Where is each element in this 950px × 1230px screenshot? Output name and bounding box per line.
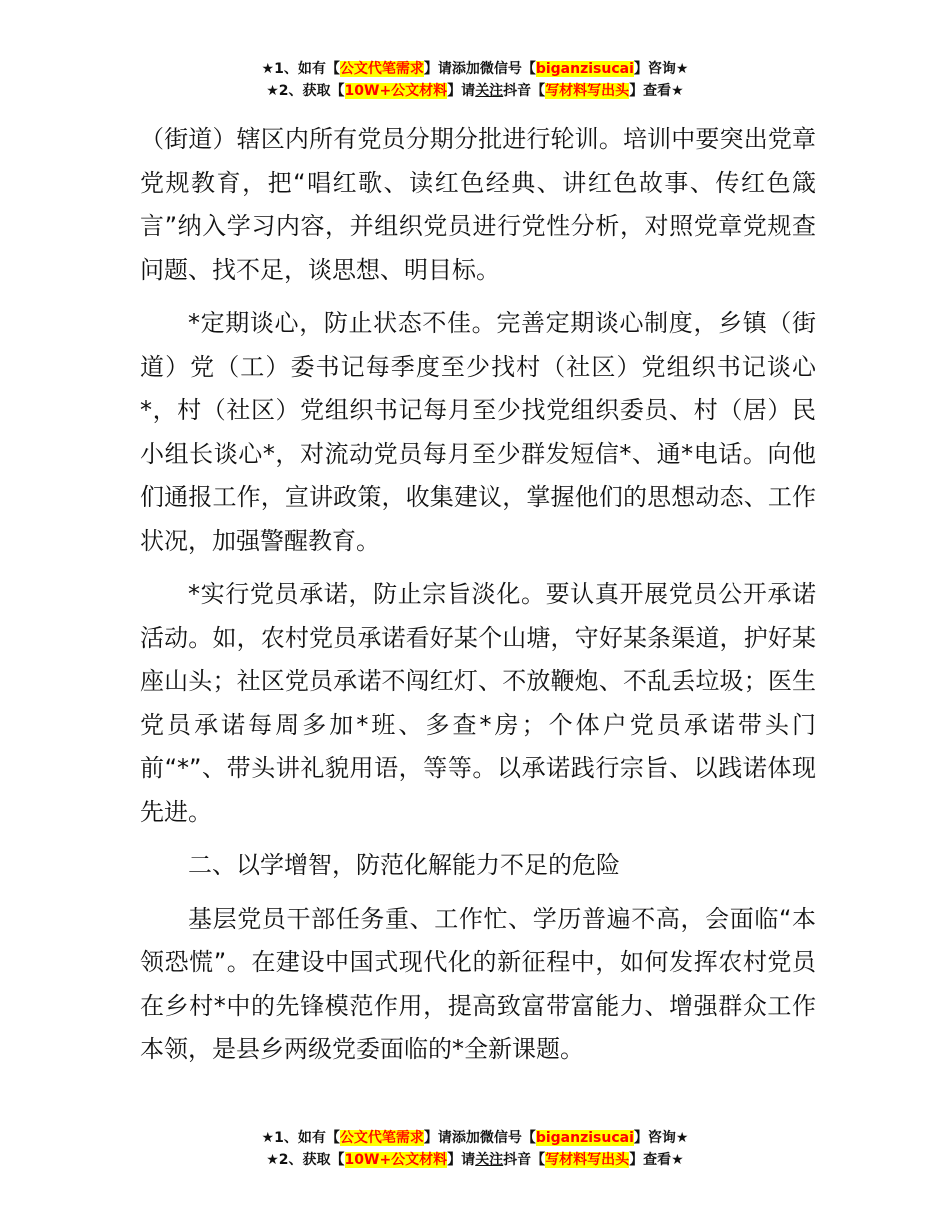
header-line-1-emphasis: 添加 (451, 61, 480, 77)
footer-line-2-suffix: 】查看★ (629, 1152, 684, 1168)
footer-banner (0, 1127, 950, 1171)
header-line-1-mid1: 】请 (423, 61, 452, 77)
header-line-2-mid2: 抖音【 (503, 83, 546, 99)
footer-line-2-highlight-materials: 10W+公文材料 (344, 1152, 448, 1168)
footer-line-2-mid1: 】请 (447, 1152, 476, 1168)
header-line-2-mid1: 】请 (447, 83, 476, 99)
footer-line-1-mid2: 微信号【 (479, 1130, 536, 1146)
footer-line-1-highlight-wechat: biganzisucai (535, 1130, 634, 1146)
header-banner (0, 58, 950, 102)
footer-line-2-mid2: 抖音【 (503, 1152, 546, 1168)
header-line-1-highlight-service: 公文代笔需求 (339, 61, 424, 77)
footer-line-2-emphasis: 关注 (475, 1152, 504, 1168)
section-heading-two: 二、以学增智，防范化解能力不足的危险 (188, 851, 620, 879)
footer-line-1-prefix: ★1、如有【 (261, 1130, 340, 1146)
header-line-2 (0, 80, 950, 102)
footer-line-2-highlight-douyin: 写材料写出头 (545, 1152, 630, 1168)
header-line-2-emphasis: 关注 (475, 83, 504, 99)
paragraph-capability: 基层党员干部任务重、工作忙、学历普遍不高，会面临“本领恐慌”。在建设中国式现代化的新征程中，如何发挥农村党员在乡村*中的先锋模范作用，提高致富带富能力、增强群众工作本领，是县乡两级党委面临的*全新课题。 (140, 904, 816, 1063)
footer-line-2-prefix: ★2、获取【 (266, 1152, 345, 1168)
footer-line-1 (0, 1127, 950, 1149)
paragraph-member-pledges: *实行党员承诺，防止宗旨淡化。要认真开展党员公开承诺活动。如，农村党员承诺看好某个山塘，守好某条渠道，护好某座山头；社区党员承诺不闯红灯、不放鞭炮、不乱丢垃圾；医生党员承诺每周多加*班、多查*房；个体户党员承诺带头门前“*”、带头讲礼貌用语，等等。以承诺践行宗旨、以践诺体现先进。 (140, 580, 816, 826)
header-line-2-highlight-douyin: 写材料写出头 (545, 83, 630, 99)
header-line-1-mid2: 微信号【 (479, 61, 536, 77)
header-line-1-prefix: ★1、如有【 (261, 61, 340, 77)
paragraph-training: （街道）辖区内所有党员分期分批进行轮训。培训中要突出党章党规教育，把“唱红歌、读红色经典、讲红色故事、传红色箴言”纳入学习内容，并组织党员进行党性分析，对照党章党规查问题、找不足，谈思想、明目标。 (140, 125, 816, 284)
paragraph-regular-talks: *定期谈心，防止状态不佳。完善定期谈心制度，乡镇（街道）党（工）委书记每季度至少找村（社区）党组织书记谈心*，村（社区）党组织书记每月至少找党组织委员、村（居）民小组长谈心*，对流动党员每月至少群发短信*、通*电话。向他们通报工作，宣讲政策，收集建议，掌握他们的思想动态、工作状况，加强警醒教育。 (140, 309, 816, 555)
footer-line-1-suffix: 】咨询★ (633, 1130, 689, 1146)
header-line-1 (0, 58, 950, 80)
header-line-1-suffix: 】咨询★ (633, 61, 689, 77)
footer-line-1-highlight-service: 公文代笔需求 (339, 1130, 424, 1146)
header-line-2-suffix: 】查看★ (629, 83, 684, 99)
document-body (140, 118, 816, 1082)
header-line-2-prefix: ★2、获取【 (266, 83, 345, 99)
footer-line-2 (0, 1149, 950, 1171)
footer-line-1-emphasis: 添加 (451, 1130, 480, 1146)
header-line-2-highlight-materials: 10W+公文材料 (344, 83, 448, 99)
footer-line-1-mid1: 】请 (423, 1130, 452, 1146)
header-line-1-highlight-wechat: biganzisucai (535, 61, 634, 77)
